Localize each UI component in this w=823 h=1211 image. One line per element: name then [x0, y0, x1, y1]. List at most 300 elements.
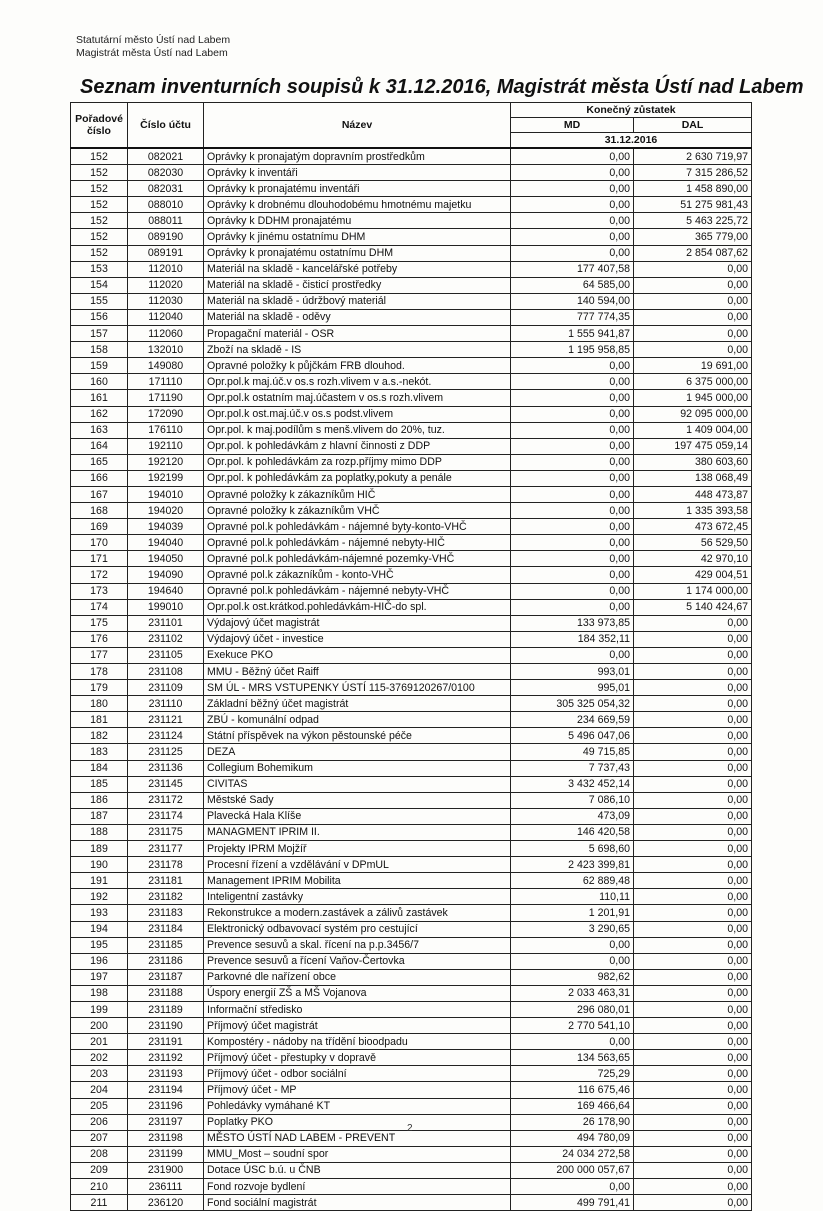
- row-name: Opravné pol.k pohledávkám - nájemné nebyty-HIČ: [204, 535, 511, 551]
- row-md: 0,00: [511, 197, 634, 213]
- row-order: 193: [71, 905, 128, 921]
- row-md: 5 496 047,06: [511, 728, 634, 744]
- row-dal: 0,00: [634, 326, 752, 342]
- row-name: SM ÚL - MRS VSTUPENKY ÚSTÍ 115-3769120267/0100: [204, 680, 511, 696]
- row-dal: 0,00: [634, 1050, 752, 1066]
- table-row: [71, 985, 752, 1001]
- row-order: 184: [71, 760, 128, 776]
- row-order: 152: [71, 197, 128, 213]
- row-md: 7 737,43: [511, 760, 634, 776]
- row-order: 174: [71, 599, 128, 615]
- row-dal: 19 691,00: [634, 358, 752, 374]
- row-dal: 1 409 004,00: [634, 422, 752, 438]
- row-name: ZBÚ - komunální odpad: [204, 712, 511, 728]
- row-account: 236111: [128, 1179, 204, 1195]
- row-name: Příjmový účet - odbor sociální: [204, 1066, 511, 1082]
- row-order: 187: [71, 808, 128, 824]
- row-order: 195: [71, 937, 128, 953]
- row-dal: 0,00: [634, 1162, 752, 1178]
- row-dal: 0,00: [634, 696, 752, 712]
- table-row: [71, 873, 752, 889]
- row-name: Fond sociální magistrát: [204, 1195, 511, 1211]
- row-account: 112030: [128, 293, 204, 309]
- row-account: 231196: [128, 1098, 204, 1114]
- row-account: 231121: [128, 712, 204, 728]
- table-row: [71, 293, 752, 309]
- row-account: 231187: [128, 969, 204, 985]
- table-row: [71, 1018, 752, 1034]
- row-name: Příjmový účet - MP: [204, 1082, 511, 1098]
- table-row: [71, 486, 752, 502]
- row-name: Rekonstrukce a modern.zastávek a zálivů zastávek: [204, 905, 511, 921]
- row-order: 202: [71, 1050, 128, 1066]
- row-order: 194: [71, 921, 128, 937]
- row-account: 082031: [128, 181, 204, 197]
- row-md: 0,00: [511, 181, 634, 197]
- row-name: Základní běžný účet magistrát: [204, 696, 511, 712]
- row-account: 231174: [128, 808, 204, 824]
- row-md: 2 423 399,81: [511, 857, 634, 873]
- row-order: 191: [71, 873, 128, 889]
- header-name: Název: [204, 103, 511, 149]
- row-account: 231194: [128, 1082, 204, 1098]
- table-row: [71, 454, 752, 470]
- header-date: 31.12.2016: [511, 133, 752, 149]
- row-dal: 0,00: [634, 1195, 752, 1211]
- row-name: Městské Sady: [204, 792, 511, 808]
- table-row: [71, 857, 752, 873]
- row-order: 164: [71, 438, 128, 454]
- table-row: [71, 551, 752, 567]
- row-order: 155: [71, 293, 128, 309]
- table-row: [71, 1001, 752, 1017]
- row-order: 186: [71, 792, 128, 808]
- row-name: Opravné položky k zákazníkům HIČ: [204, 486, 511, 502]
- row-name: Prevence sesuvů a řícení Vaňov-Čertovka: [204, 953, 511, 969]
- header-balance: Konečný zůstatek: [511, 103, 752, 118]
- row-name: Materiál na skladě - údržbový materiál: [204, 293, 511, 309]
- table-row: [71, 1050, 752, 1066]
- row-account: 231188: [128, 985, 204, 1001]
- row-order: 210: [71, 1179, 128, 1195]
- table-body: [71, 148, 752, 1211]
- row-md: 2 770 541,10: [511, 1018, 634, 1034]
- row-order: 211: [71, 1195, 128, 1211]
- row-dal: 2 854 087,62: [634, 245, 752, 261]
- header-city: Statutární město Ústí nad Labem: [76, 34, 231, 46]
- row-dal: 0,00: [634, 953, 752, 969]
- row-order: 161: [71, 390, 128, 406]
- row-order: 200: [71, 1018, 128, 1034]
- row-md: 0,00: [511, 470, 634, 486]
- table-row: [71, 792, 752, 808]
- row-account: 112010: [128, 261, 204, 277]
- row-account: 112040: [128, 309, 204, 325]
- row-md: 0,00: [511, 599, 634, 615]
- row-account: 231185: [128, 937, 204, 953]
- row-dal: 448 473,87: [634, 486, 752, 502]
- row-dal: 0,00: [634, 342, 752, 358]
- table-row: [71, 1066, 752, 1082]
- row-md: 0,00: [511, 213, 634, 229]
- row-name: Opravné pol.k pohledávkám - nájemné byty-konto-VHČ: [204, 519, 511, 535]
- table-row: [71, 390, 752, 406]
- table-row: [71, 824, 752, 840]
- row-name: Materiál na skladě - kancelářské potřeby: [204, 261, 511, 277]
- row-md: 473,09: [511, 808, 634, 824]
- row-account: 231183: [128, 905, 204, 921]
- row-account: 231181: [128, 873, 204, 889]
- row-md: 0,00: [511, 503, 634, 519]
- row-md: 0,00: [511, 953, 634, 969]
- row-order: 189: [71, 841, 128, 857]
- row-order: 179: [71, 680, 128, 696]
- row-account: 194020: [128, 503, 204, 519]
- row-dal: 0,00: [634, 744, 752, 760]
- row-account: 231105: [128, 647, 204, 663]
- row-dal: 138 068,49: [634, 470, 752, 486]
- document-header: [76, 34, 230, 60]
- row-account: 176110: [128, 422, 204, 438]
- row-name: Oprávky k inventáři: [204, 165, 511, 181]
- row-order: 198: [71, 985, 128, 1001]
- table-row: [71, 1082, 752, 1098]
- table-row: [71, 760, 752, 776]
- table-row: [71, 165, 752, 181]
- row-md: 110,11: [511, 889, 634, 905]
- row-name: Collegium Bohemikum: [204, 760, 511, 776]
- row-name: Oprávky k DDHM pronajatému: [204, 213, 511, 229]
- row-account: 231172: [128, 792, 204, 808]
- row-account: 231186: [128, 953, 204, 969]
- row-md: 5 698,60: [511, 841, 634, 857]
- row-name: Fond rozvoje bydlení: [204, 1179, 511, 1195]
- row-md: 305 325 054,32: [511, 696, 634, 712]
- page-number: 2: [407, 1123, 413, 1134]
- header-office: Magistrát města Ústí nad Labem: [76, 47, 228, 59]
- row-account: 231136: [128, 760, 204, 776]
- row-name: Plavecká Hala Klíše: [204, 808, 511, 824]
- row-account: 231192: [128, 1050, 204, 1066]
- row-account: 194640: [128, 583, 204, 599]
- row-account: 231197: [128, 1114, 204, 1130]
- row-order: 185: [71, 776, 128, 792]
- table-row: [71, 358, 752, 374]
- table-row: [71, 583, 752, 599]
- row-md: 62 889,48: [511, 873, 634, 889]
- row-order: 183: [71, 744, 128, 760]
- row-md: 995,01: [511, 680, 634, 696]
- table-row: [71, 519, 752, 535]
- row-account: 172090: [128, 406, 204, 422]
- row-account: 089191: [128, 245, 204, 261]
- table-row: [71, 181, 752, 197]
- row-account: 231189: [128, 1001, 204, 1017]
- row-account: 132010: [128, 342, 204, 358]
- row-order: 203: [71, 1066, 128, 1082]
- table-row: [71, 744, 752, 760]
- row-dal: 0,00: [634, 1018, 752, 1034]
- row-dal: 0,00: [634, 760, 752, 776]
- table-row: [71, 470, 752, 486]
- row-md: 0,00: [511, 165, 634, 181]
- row-order: 167: [71, 486, 128, 502]
- row-name: Zboží na skladě - IS: [204, 342, 511, 358]
- row-account: 149080: [128, 358, 204, 374]
- row-dal: 6 375 000,00: [634, 374, 752, 390]
- row-dal: 0,00: [634, 631, 752, 647]
- row-order: 208: [71, 1146, 128, 1162]
- row-order: 162: [71, 406, 128, 422]
- table-row: [71, 921, 752, 937]
- row-order: 177: [71, 647, 128, 663]
- row-name: Opr.pol. k pohledávkám za rozp.příjmy mimo DDP: [204, 454, 511, 470]
- row-account: 231101: [128, 615, 204, 631]
- row-account: 231199: [128, 1146, 204, 1162]
- table-row: [71, 245, 752, 261]
- row-account: 231102: [128, 631, 204, 647]
- row-dal: 56 529,50: [634, 535, 752, 551]
- row-name: Informační středisko: [204, 1001, 511, 1017]
- row-dal: 0,00: [634, 1114, 752, 1130]
- row-dal: 0,00: [634, 664, 752, 680]
- row-dal: 0,00: [634, 808, 752, 824]
- row-dal: 0,00: [634, 841, 752, 857]
- row-order: 165: [71, 454, 128, 470]
- row-order: 152: [71, 229, 128, 245]
- row-name: Opr.pol. k pohledávkám z hlavní činnosti z DDP: [204, 438, 511, 454]
- row-name: Příjmový účet - přestupky v dopravě: [204, 1050, 511, 1066]
- row-order: 201: [71, 1034, 128, 1050]
- row-name: Opravné pol.k pohledávkám - nájemné nebyty-VHČ: [204, 583, 511, 599]
- row-dal: 0,00: [634, 261, 752, 277]
- row-order: 178: [71, 664, 128, 680]
- row-md: 7 086,10: [511, 792, 634, 808]
- row-name: MMU_Most – soudní spor: [204, 1146, 511, 1162]
- row-md: 0,00: [511, 937, 634, 953]
- row-account: 082030: [128, 165, 204, 181]
- row-account: 192199: [128, 470, 204, 486]
- row-dal: 2 630 719,97: [634, 148, 752, 165]
- row-name: Opr.pol.k maj.úč.v os.s rozh.vlivem v a.s.-nekót.: [204, 374, 511, 390]
- row-name: Opr.pol.k ost.maj.úč.v os.s podst.vlivem: [204, 406, 511, 422]
- row-dal: 0,00: [634, 647, 752, 663]
- table-row: [71, 422, 752, 438]
- row-dal: 0,00: [634, 969, 752, 985]
- row-dal: 5 463 225,72: [634, 213, 752, 229]
- table-row: [71, 1146, 752, 1162]
- row-account: 194090: [128, 567, 204, 583]
- row-md: 3 290,65: [511, 921, 634, 937]
- row-md: 26 178,90: [511, 1114, 634, 1130]
- table-row: [71, 615, 752, 631]
- row-account: 231145: [128, 776, 204, 792]
- row-order: 158: [71, 342, 128, 358]
- table-row: [71, 197, 752, 213]
- row-md: 133 973,85: [511, 615, 634, 631]
- row-md: 1 201,91: [511, 905, 634, 921]
- row-account: 194039: [128, 519, 204, 535]
- row-dal: 429 004,51: [634, 567, 752, 583]
- row-account: 088011: [128, 213, 204, 229]
- table-row: [71, 953, 752, 969]
- row-md: 296 080,01: [511, 1001, 634, 1017]
- row-dal: 1 945 000,00: [634, 390, 752, 406]
- row-account: 112060: [128, 326, 204, 342]
- table-row: [71, 712, 752, 728]
- row-order: 152: [71, 165, 128, 181]
- row-order: 157: [71, 326, 128, 342]
- row-order: 156: [71, 309, 128, 325]
- table-row: [71, 776, 752, 792]
- row-md: 0,00: [511, 1034, 634, 1050]
- row-account: 194010: [128, 486, 204, 502]
- row-order: 206: [71, 1114, 128, 1130]
- row-md: 499 791,41: [511, 1195, 634, 1211]
- row-order: 207: [71, 1130, 128, 1146]
- row-dal: 0,00: [634, 776, 752, 792]
- table-row: [71, 728, 752, 744]
- row-order: 176: [71, 631, 128, 647]
- row-dal: 0,00: [634, 1146, 752, 1162]
- row-dal: 92 095 000,00: [634, 406, 752, 422]
- table-row: [71, 680, 752, 696]
- row-account: 231175: [128, 824, 204, 840]
- row-md: 234 669,59: [511, 712, 634, 728]
- row-md: 0,00: [511, 390, 634, 406]
- row-md: 777 774,35: [511, 309, 634, 325]
- row-dal: 0,00: [634, 889, 752, 905]
- table-row: [71, 342, 752, 358]
- row-dal: 0,00: [634, 277, 752, 293]
- row-dal: 42 970,10: [634, 551, 752, 567]
- row-dal: 0,00: [634, 1066, 752, 1082]
- row-account: 231110: [128, 696, 204, 712]
- row-order: 196: [71, 953, 128, 969]
- table-row: [71, 535, 752, 551]
- row-name: Příjmový účet magistrát: [204, 1018, 511, 1034]
- row-md: 200 000 057,67: [511, 1162, 634, 1178]
- row-name: Materiál na skladě - čisticí prostředky: [204, 277, 511, 293]
- row-name: Státní příspěvek na výkon pěstounské péče: [204, 728, 511, 744]
- row-account: 236120: [128, 1195, 204, 1211]
- row-account: 199010: [128, 599, 204, 615]
- row-name: Opravné pol.k pohledávkám-nájemné pozemky-VHČ: [204, 551, 511, 567]
- row-account: 231125: [128, 744, 204, 760]
- row-account: 171110: [128, 374, 204, 390]
- row-account: 231198: [128, 1130, 204, 1146]
- row-md: 49 715,85: [511, 744, 634, 760]
- row-order: 152: [71, 181, 128, 197]
- row-name: Materiál na skladě - oděvy: [204, 309, 511, 325]
- row-md: 24 034 272,58: [511, 1146, 634, 1162]
- row-dal: 0,00: [634, 792, 752, 808]
- row-name: Opravné pol.k zákazníkům - konto-VHČ: [204, 567, 511, 583]
- row-md: 184 352,11: [511, 631, 634, 647]
- row-md: 993,01: [511, 664, 634, 680]
- row-dal: 0,00: [634, 857, 752, 873]
- row-name: Exekuce PKO: [204, 647, 511, 663]
- row-name: Opravné položky k půjčkám FRB dlouhod.: [204, 358, 511, 374]
- row-md: 0,00: [511, 1179, 634, 1195]
- table-row: [71, 1179, 752, 1195]
- row-dal: 0,00: [634, 615, 752, 631]
- row-order: 163: [71, 422, 128, 438]
- row-md: 0,00: [511, 454, 634, 470]
- table-row: [71, 567, 752, 583]
- row-order: 168: [71, 503, 128, 519]
- row-account: 089190: [128, 229, 204, 245]
- row-account: 112020: [128, 277, 204, 293]
- row-name: Oprávky k pronajatému inventáři: [204, 181, 511, 197]
- row-md: 134 563,65: [511, 1050, 634, 1066]
- table-row: [71, 503, 752, 519]
- table-row: [71, 1098, 752, 1114]
- row-account: 231193: [128, 1066, 204, 1082]
- row-dal: 0,00: [634, 921, 752, 937]
- table-row: [71, 969, 752, 985]
- row-name: Oprávky k pronajatému ostatnímu DHM: [204, 245, 511, 261]
- row-account: 231109: [128, 680, 204, 696]
- header-account: Číslo účtu: [128, 103, 204, 149]
- row-order: 166: [71, 470, 128, 486]
- table-row: [71, 631, 752, 647]
- row-account: 231900: [128, 1162, 204, 1178]
- row-name: MMU - Běžný účet Raiff: [204, 664, 511, 680]
- row-order: 197: [71, 969, 128, 985]
- header-dal: DAL: [634, 118, 752, 133]
- row-dal: 0,00: [634, 905, 752, 921]
- row-order: 173: [71, 583, 128, 599]
- row-account: 231108: [128, 664, 204, 680]
- table-row: [71, 841, 752, 857]
- row-name: Prevence sesuvů a skal. řícení na p.p.3456/7: [204, 937, 511, 953]
- row-account: 192120: [128, 454, 204, 470]
- row-md: 169 466,64: [511, 1098, 634, 1114]
- row-order: 152: [71, 213, 128, 229]
- row-md: 1 195 958,85: [511, 342, 634, 358]
- row-dal: 0,00: [634, 1082, 752, 1098]
- table-row: [71, 438, 752, 454]
- row-name: Opr.pol. k pohledávkám za poplatky,pokuty a penále: [204, 470, 511, 486]
- row-name: DEZA: [204, 744, 511, 760]
- row-dal: 51 275 981,43: [634, 197, 752, 213]
- row-dal: 0,00: [634, 1130, 752, 1146]
- row-name: Elektronický odbavovací systém pro cestující: [204, 921, 511, 937]
- inventory-table: [70, 102, 752, 1211]
- row-dal: 0,00: [634, 293, 752, 309]
- row-md: 0,00: [511, 647, 634, 663]
- row-md: 0,00: [511, 148, 634, 165]
- table-row: [71, 647, 752, 663]
- table-row: [71, 1195, 752, 1211]
- row-md: 0,00: [511, 245, 634, 261]
- row-account: 231177: [128, 841, 204, 857]
- row-order: 160: [71, 374, 128, 390]
- table-row: [71, 599, 752, 615]
- row-md: 0,00: [511, 406, 634, 422]
- row-order: 153: [71, 261, 128, 277]
- page-title: Seznam inventurních soupisů k 31.12.2016, Magistrát města Ústí nad Labem: [80, 76, 804, 98]
- row-name: Procesní řízení a vzdělávání v DPmUL: [204, 857, 511, 873]
- row-order: 180: [71, 696, 128, 712]
- row-order: 181: [71, 712, 128, 728]
- row-name: MANAGMENT IPRIM II.: [204, 824, 511, 840]
- row-order: 171: [71, 551, 128, 567]
- table-row: [71, 374, 752, 390]
- row-dal: 0,00: [634, 728, 752, 744]
- table-row: [71, 664, 752, 680]
